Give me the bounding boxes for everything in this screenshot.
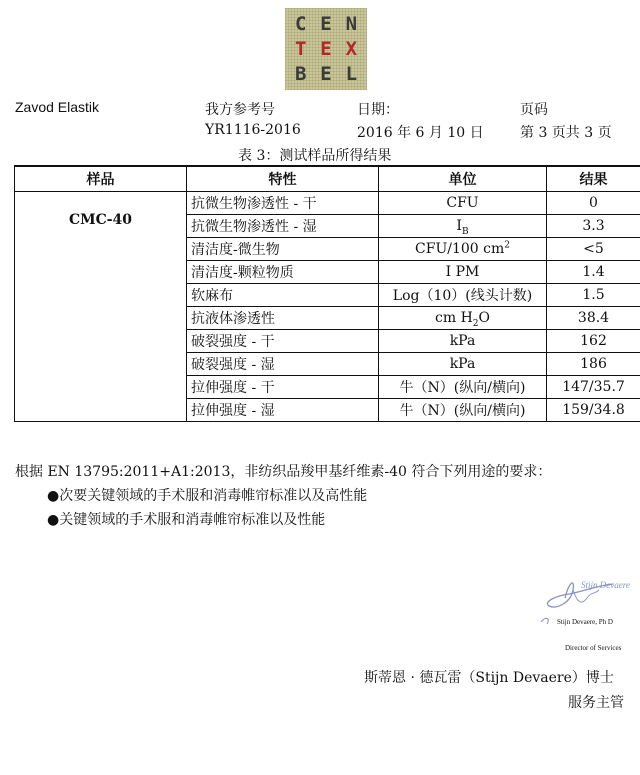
- property-cell: 抗液体渗透性: [187, 306, 379, 329]
- column-header-sample: 样品: [15, 166, 187, 191]
- compliance-bullet: ●关键领域的手术服和消毒帷帘标准以及性能: [47, 512, 326, 528]
- table-row: [15, 191, 640, 214]
- unit-cell: I PM: [379, 260, 547, 283]
- property-cell: 软麻布: [187, 283, 379, 306]
- signer-title-small: Director of Services: [565, 644, 622, 652]
- unit-cell: [379, 214, 547, 237]
- column-header-result: 结果: [547, 166, 640, 191]
- result-cell: 38.4: [547, 306, 640, 329]
- unit-cell: kPa: [379, 352, 547, 375]
- result-cell: 1.4: [547, 260, 640, 283]
- table-caption: 表 3：测试样品所得结果: [238, 148, 392, 164]
- result-cell: 3.3: [547, 214, 640, 237]
- unit-cell: Log（10）(线头计数): [379, 283, 547, 306]
- results-table: [14, 165, 640, 422]
- property-cell: 拉伸强度 - 干: [187, 375, 379, 398]
- result-cell: 0: [547, 191, 640, 214]
- property-cell: 清洁度-颗粒物质: [187, 260, 379, 283]
- property-cell: 破裂强度 - 干: [187, 329, 379, 352]
- result-cell: 162: [547, 329, 640, 352]
- unit-main: I: [456, 217, 462, 234]
- unit-superscript: 2: [504, 239, 510, 250]
- property-cell: 拉伸强度 - 湿: [187, 398, 379, 421]
- logo-letter: X: [345, 37, 358, 60]
- result-cell: 159/34.8: [547, 398, 640, 421]
- our-ref-value: YR1116-2016: [205, 122, 301, 138]
- compliance-intro: 根据 EN 13795:2011+A1:2013，非纺织品羧甲基纤维素-40 符合下列用途的要求：: [15, 464, 552, 480]
- result-cell: <5: [547, 237, 640, 260]
- logo-letter: T: [294, 37, 307, 60]
- result-cell: 186: [547, 352, 640, 375]
- page-label: 页码: [520, 102, 548, 118]
- our-ref-label: 我方参考号: [205, 102, 275, 118]
- logo-letter: E: [320, 12, 332, 35]
- property-cell: 抗微生物渗透性 - 湿: [187, 214, 379, 237]
- signature-script: Stijn Devaere: [581, 580, 630, 590]
- compliance-bullet: ●次要关键领域的手术服和消毒帷帘标准以及高性能: [47, 488, 368, 504]
- table-header-row: [15, 166, 640, 191]
- sample-name: CMC-40: [15, 191, 187, 421]
- logo-letter: L: [345, 63, 358, 86]
- property-cell: 破裂强度 - 湿: [187, 352, 379, 375]
- company-name: Zavod Elastik: [15, 99, 100, 115]
- page-value: 第 3 页共 3 页: [520, 125, 612, 141]
- unit-subscript: B: [461, 226, 469, 237]
- unit-cell: kPa: [379, 329, 547, 352]
- unit-tail: O: [478, 309, 490, 326]
- result-cell: 1.5: [547, 283, 640, 306]
- logo-letter: C: [294, 12, 307, 35]
- result-cell: 147/35.7: [547, 375, 640, 398]
- column-header-property: 特性: [187, 166, 379, 191]
- date-value: 2016 年 6 月 10 日: [357, 125, 484, 141]
- property-cell: 清洁度-微生物: [187, 237, 379, 260]
- unit-cell: 牛（N）(纵向/横向): [379, 398, 547, 421]
- unit-cell: 牛（N）(纵向/横向): [379, 375, 547, 398]
- unit-cell: CFU: [379, 191, 547, 214]
- column-header-unit: 单位: [379, 166, 547, 191]
- date-label: 日期：: [357, 102, 399, 118]
- unit-main: CFU/100 cm: [415, 240, 505, 257]
- property-cell: 抗微生物渗透性 - 干: [187, 191, 379, 214]
- unit-cell: [379, 237, 547, 260]
- signature-block: [535, 572, 635, 652]
- unit-cell: [379, 306, 547, 329]
- signer-name: 斯蒂恩 · 德瓦雷（Stijn Devaere）博士: [364, 670, 614, 686]
- centexbel-logo: [285, 8, 367, 90]
- unit-subscript: 2: [472, 318, 479, 329]
- logo-letter: N: [345, 12, 358, 35]
- logo-letter: E: [320, 63, 332, 86]
- unit-main: cm H: [435, 309, 473, 326]
- logo-letter: B: [294, 63, 307, 86]
- signer-name-small: Stijn Devaere, Ph D: [557, 618, 613, 626]
- logo-letter: E: [320, 37, 332, 60]
- signer-title: 服务主管: [568, 695, 624, 711]
